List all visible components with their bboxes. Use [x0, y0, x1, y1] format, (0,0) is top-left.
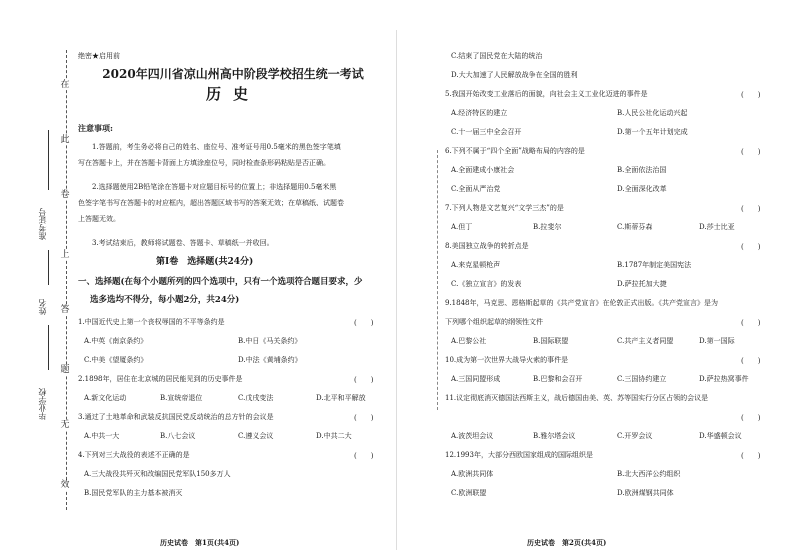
option: C.十一届三中全会召开	[451, 128, 522, 136]
option: A.全面建成小康社会	[451, 166, 515, 174]
option: A.三国同盟形成	[451, 375, 501, 383]
option: C.欧洲联盟	[451, 489, 487, 497]
option: B.人民公社化运动兴起	[617, 109, 688, 117]
fill-line	[48, 325, 49, 370]
note-line: 色签字笔书写在答题卡的对应框内，超出答题区域书写的答案无效；在草稿纸、试题卷	[78, 199, 344, 207]
note-line: 写在答题卡上，并在答题卡背面上方填涂座位号，同时检查条形码粘贴是否正确。	[78, 159, 330, 167]
answer-paren: ( )	[354, 414, 374, 422]
option: D.萨拉托加大捷	[617, 280, 667, 288]
part-title: 第Ⅰ卷 选择题(共24分)	[156, 257, 254, 267]
answer-paren: ( )	[354, 376, 374, 384]
question-9: 9.1848年，马克思、恩格斯起草的《共产党宣言》在伦敦正式出版。《共产党宣言》是为	[445, 299, 718, 307]
secret-label: 绝密★启用前	[78, 52, 120, 60]
answer-paren: ( )	[741, 205, 761, 213]
binding-char: 卷	[58, 190, 72, 200]
option: D.莎士比亚	[699, 223, 735, 231]
option: A.经济特区的建立	[451, 109, 508, 117]
option: D.萨拉热窝事件	[699, 375, 749, 383]
option: A.欧洲共同体	[451, 470, 494, 478]
question-5: 5.我国开始改变工业落后的面貌，向社会主义工业化迈进的事件是	[445, 90, 648, 98]
option: C.《独立宣言》的发表	[451, 280, 522, 288]
option: C.开罗会议	[617, 432, 653, 440]
notes-title: 注意事项:	[78, 123, 113, 133]
option: B.全面依法治国	[617, 166, 667, 174]
answer-paren: ( )	[741, 357, 761, 365]
answer-paren: ( )	[741, 414, 761, 422]
option: B.拉斐尔	[533, 223, 562, 231]
option: A.新文化运动	[84, 394, 127, 402]
question-9-cont: 下列哪个组织起草的纲领性文件	[445, 318, 543, 326]
question-10: 10.成为第一次世界大战导火索的事件是	[445, 356, 569, 364]
binding-char: 效	[58, 480, 72, 490]
answer-paren: ( )	[741, 319, 761, 327]
option: A.来克星顿枪声	[451, 261, 501, 269]
answer-paren: ( )	[354, 319, 374, 327]
question-7: 7.下列人物是文艺复兴“文学三杰”的是	[445, 204, 564, 212]
note-line: 3.考试结束后，教师将试题卷、答题卡、草稿纸一并收回。	[92, 239, 274, 247]
option: D.欧洲煤钢共同体	[617, 489, 674, 497]
question-3: 3.通过了土地革命和武装反抗国民党反动统治的总方针的会议是	[78, 413, 274, 421]
exam-page-2	[397, 0, 794, 560]
note-line: 1.答题前，考生务必将自己的姓名、座位号、准考证号用0.5毫米的黑色签字笔填	[92, 143, 341, 151]
section-instructions: 选多选均不得分，每小题2分，共24分)	[90, 295, 240, 305]
note-line: 2.选择题使用2B铅笔涂在答题卡对应题目标号的位置上；非选择题用0.5毫米黑	[92, 183, 337, 191]
option: C.共产主义者同盟	[617, 337, 674, 345]
option: D.大大加速了人民解放战争在全国的胜利	[451, 71, 578, 79]
option: C.三国协约建立	[617, 375, 667, 383]
question-4: 4.下列对三大战役的表述不正确的是	[78, 451, 190, 459]
page-footer: 历史试卷 第1页(共4页)	[160, 538, 240, 547]
option: B.八七会议	[160, 432, 196, 440]
option: C.结束了国民党在大陆的统治	[451, 52, 543, 60]
side-label-exam-number: 准考证号	[38, 208, 47, 240]
binding-char: 在	[58, 80, 72, 90]
side-label-name: 姓名	[38, 299, 47, 315]
subject-title: 历史	[205, 85, 260, 103]
option: D.中共二大	[316, 432, 352, 440]
answer-paren: ( )	[354, 452, 374, 460]
option: C.遵义会议	[238, 432, 274, 440]
option: C.戊戌变法	[238, 394, 274, 402]
side-label-school: 毕业学校	[38, 388, 47, 420]
option: B.中日《马关条约》	[238, 337, 302, 345]
option: B.国民党军队的主力基本被消灭	[84, 489, 183, 497]
page-footer: 历史试卷 第2页(共4页)	[527, 538, 607, 547]
binding-char: 无	[58, 420, 72, 430]
option: D.第一国际	[699, 337, 735, 345]
fill-line	[48, 130, 49, 190]
answer-paren: ( )	[741, 148, 761, 156]
option: D.第一个五年计划完成	[617, 128, 688, 136]
answer-paren: ( )	[741, 452, 761, 460]
section-instructions: 一、选择题(在每个小题所列的四个选项中，只有一个选项符合题目要求，少	[78, 277, 363, 287]
option: B.宣统帝退位	[160, 394, 203, 402]
question-8: 8.美国独立战争的转折点是	[445, 242, 529, 250]
option: C.全面从严治党	[451, 185, 501, 193]
binding-char: 上	[58, 250, 72, 260]
option: A.巴黎公社	[451, 337, 487, 345]
option: A.波茨坦会议	[451, 432, 494, 440]
margin-dashed-line	[437, 150, 438, 410]
option: A.三大战役共歼灭和改编国民党军队150多万人	[84, 470, 231, 478]
option: B.北大西洋公约组织	[617, 470, 681, 478]
fill-line	[48, 250, 49, 285]
question-11: 11.议定彻底消灭德国法西斯主义，战后德国由美、英、苏等国实行分区占领的会议是	[445, 394, 709, 402]
question-1: 1.中国近代史上第一个丧权辱国的不平等条约是	[78, 318, 225, 326]
option: A.但丁	[451, 223, 473, 231]
question-12: 12.1993年，大部分西欧国家组成的国际组织是	[445, 451, 593, 459]
option: B.巴黎和会召开	[533, 375, 583, 383]
option: D.北平和平解放	[316, 394, 366, 402]
option: D.华盛顿会议	[699, 432, 742, 440]
option: D.中法《黄埔条约》	[238, 356, 302, 364]
option: C.中美《望厦条约》	[84, 356, 148, 364]
option: A.中英《南京条约》	[84, 337, 148, 345]
binding-char: 答	[58, 305, 72, 315]
option: B.雅尔塔会议	[533, 432, 576, 440]
note-line: 上答题无效。	[78, 215, 120, 223]
option: B.1787年制定美国宪法	[617, 261, 692, 269]
option: C.斯蒂芬森	[617, 223, 653, 231]
binding-dashed-line	[66, 50, 67, 510]
question-6: 6.下列不属于“四个全面”战略布局的内容的是	[445, 147, 585, 155]
answer-paren: ( )	[741, 91, 761, 99]
answer-paren: ( )	[741, 243, 761, 251]
exam-title: 2020年四川省凉山州高中阶段学校招生统一考试	[102, 67, 364, 81]
option: B.国际联盟	[533, 337, 569, 345]
option: D.全面深化改革	[617, 185, 667, 193]
binding-char: 此	[58, 135, 72, 145]
binding-char: 题	[58, 365, 72, 375]
option: A.中共一大	[84, 432, 120, 440]
question-2: 2.1898年，居住在北京城的居民能见到的历史事件是	[78, 375, 243, 383]
